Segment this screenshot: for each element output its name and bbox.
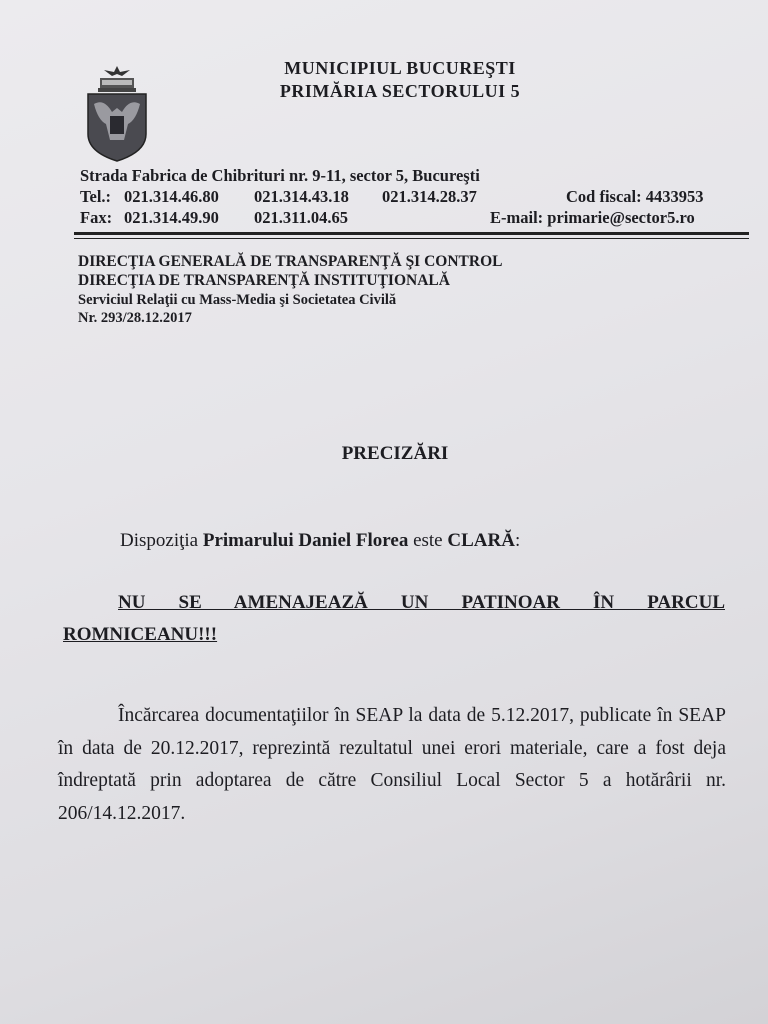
fax-number: 021.311.04.65 xyxy=(254,208,348,227)
tel-label: Tel.: xyxy=(80,187,112,206)
body-paragraph: Încărcarea documentaţiilor în SEAP la data de 5.12.2017, publicate în SEAP în data de 20.12.2017, reprezintă rezultatul unei erori materiale, care a fost deja îndreptată prin adoptarea de către Consiliul Local Sector 5 a hotărârii nr. 206/14.12.2017. xyxy=(58,705,726,824)
tel-number: 021.314.28.37 xyxy=(382,187,477,206)
letterhead-city-hall: PRIMĂRIA SECTORULUI 5 xyxy=(279,81,521,101)
headline-line1: NU SE AMENAJEAZĂ UN PATINOAR ÎN PARCUL xyxy=(118,592,725,613)
department-general: DIRECŢIA GENERALĂ DE TRANSPARENŢĂ ŞI CONTROL xyxy=(78,253,503,270)
disposition-line xyxy=(120,530,520,552)
header-rule-thin xyxy=(74,238,749,239)
headline-line2: ROMNICEANU!!! xyxy=(63,624,218,645)
letterhead-municipality: MUNICIPIUL BUCUREŞTI xyxy=(284,58,516,78)
disp-clear: CLARĂ xyxy=(447,530,515,551)
header-rule-thick xyxy=(74,232,749,235)
address: Strada Fabrica de Chibrituri nr. 9-11, sector 5, Bucureşti xyxy=(80,166,480,185)
disp-text: Dispoziţia xyxy=(120,530,203,551)
mayor-name: Primarului Daniel Florea xyxy=(202,530,409,551)
department-transparency: DIRECŢIA DE TRANSPARENŢĂ INSTITUŢIONALĂ xyxy=(78,272,450,289)
department-service: Serviciul Relaţii cu Mass-Media şi Societatea Civilă xyxy=(78,292,397,308)
disp-text: : xyxy=(514,530,521,551)
cod-fiscal: Cod fiscal: 4433953 xyxy=(566,187,704,206)
email: E-mail: primarie@sector5.ro xyxy=(490,208,695,227)
fax-label: Fax: xyxy=(80,208,113,227)
tel-number: 021.314.43.18 xyxy=(254,187,349,206)
fax-number: 021.314.49.90 xyxy=(124,208,219,227)
tel-number: 021.314.46.80 xyxy=(124,187,219,206)
disp-text: este xyxy=(408,530,448,551)
registration-number: Nr. 293/28.12.2017 xyxy=(78,310,192,326)
document-title: PRECIZĂRI xyxy=(341,443,449,464)
